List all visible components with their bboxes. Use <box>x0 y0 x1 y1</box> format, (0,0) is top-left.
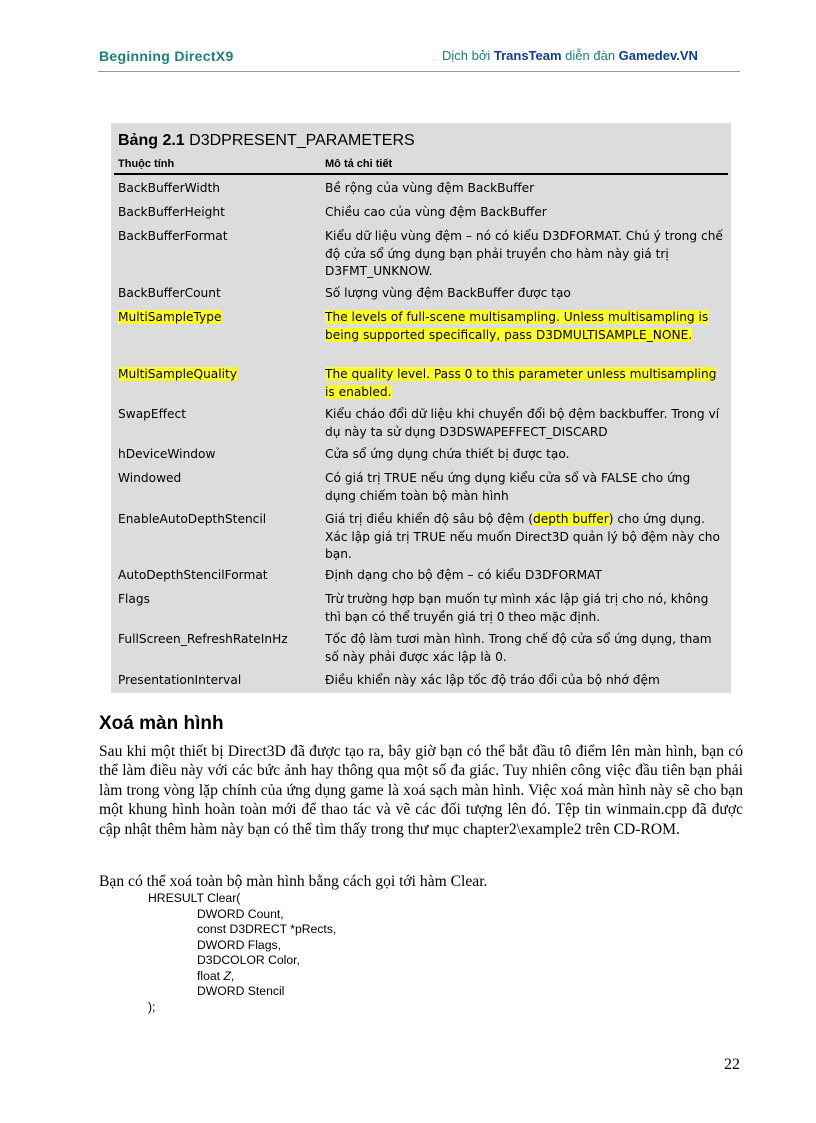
table-header-rule <box>114 173 728 175</box>
row-property: FullScreen_RefreshRateInHz <box>118 632 288 646</box>
row-property: BackBufferWidth <box>118 181 220 195</box>
header-credit <box>442 48 698 63</box>
header-credit-site: Gamedev.VN <box>618 48 698 63</box>
row-description: Có giá trị TRUE nếu ứng dụng kiểu cửa sổ và FALSE cho ứng dụng chiếm toàn bộ màn hình <box>325 471 691 503</box>
code-token: float <box>197 968 224 983</box>
row-description: The quality level. Pass 0 to this parameter unless multisampling is enabled. <box>325 367 717 399</box>
code-block <box>148 891 336 1015</box>
row-property: Flags <box>118 592 150 606</box>
row-property: EnableAutoDepthStencil <box>118 512 267 526</box>
code-line: const D3DRECT *pRects, <box>197 922 337 936</box>
row-description-post: ) cho ứng dụng. Xác lập giá trị TRUE nếu muốn Direct3D quản lý bộ đệm này cho bạn. <box>325 512 720 562</box>
row-property: MultiSampleType <box>118 310 222 324</box>
row-description: Định dạng cho bộ đệm – có kiểu D3DFORMAT <box>325 568 602 582</box>
row-description: Kiểu dữ liệu vùng đệm – nó có kiểu D3DFORMAT. Chú ý trong chế độ cửa sổ ứng dụng bạn phải truyền cho hàm này giá trị D3FMT_UNKNOW. <box>325 229 723 279</box>
code-line: D3DCOLOR Color, <box>197 953 300 967</box>
row-description: Bề rộng của vùng đệm BackBuffer <box>325 181 535 195</box>
column-header-property: Thuộc tính <box>118 158 175 170</box>
code-line: HRESULT Clear( <box>148 891 241 905</box>
row-description: Số lượng vùng đệm BackBuffer được tạo <box>325 286 571 300</box>
body-paragraph-intro: Bạn có thể xoá toàn bộ màn hình bằng cách gọi tới hàm Clear. <box>99 873 488 890</box>
page-number: 22 <box>724 1056 740 1073</box>
code-token-italic: Z <box>223 968 231 983</box>
row-description <box>325 511 725 564</box>
row-property: BackBufferCount <box>118 286 221 300</box>
row-description: Cửa sổ ứng dụng chứa thiết bị được tạo. <box>325 447 570 461</box>
row-description-highlight: depth buffer <box>533 512 609 526</box>
code-token: , <box>230 968 235 983</box>
row-property: PresentationInterval <box>118 673 242 687</box>
code-line: DWORD Flags, <box>197 937 281 952</box>
row-description: Tốc độ làm tươi màn hình. Trong chế độ cửa sổ ứng dụng, tham số này phải được xác lập là 0. <box>325 632 712 664</box>
table-title <box>118 132 415 150</box>
row-property: BackBufferFormat <box>118 229 228 243</box>
body-paragraph: Sau khi một thiết bị Direct3D đã được tạo ra, bây giờ bạn có thể bắt đầu tô điểm lên màn hình, bạn có thể làm điều này với các bức ảnh hay thông qua một số đa giác. Tuy nhiên công việc đầu tiên bạn phải làm trong vòng lặp chính của ứng dụng game là xoá sạch màn hình. Việc xoá màn hình này sẽ cho bạn một khung hình hoàn toàn mới để thao tác và vẽ các đối tượng lên đó. Tệp tin winmain.cpp đã được cập nhật thêm hàm này bạn có thể tìm thấy trong thư mục chapter2\example2 trên CD-ROM. <box>99 743 743 838</box>
row-description: Trừ trường hợp bạn muốn tự mình xác lập giá trị cho nó, không thì bạn có thể truyền giá trị 0 theo mặc định. <box>325 592 709 624</box>
parameters-table <box>111 123 731 693</box>
row-description: The levels of full-scene multisampling. Unless multisampling is being supported specifically, pass D3DMULTISAMPLE_NONE. <box>325 310 709 342</box>
row-property: hDeviceWindow <box>118 447 216 461</box>
header-credit-mid: diễn đàn <box>561 48 619 63</box>
code-line <box>148 969 336 985</box>
code-line: DWORD Stencil <box>197 984 285 998</box>
row-property: MultiSampleQuality <box>118 367 238 381</box>
row-property: SwapEffect <box>118 407 186 421</box>
row-property: Windowed <box>118 471 182 485</box>
header-divider <box>98 71 740 72</box>
column-header-description: Mô tả chi tiết <box>325 158 393 170</box>
row-description-pre: Giá trị điều khiển độ sâu bộ đệm ( <box>325 512 533 526</box>
row-description: Điều khiển này xác lập tốc độ tráo đổi của bộ nhớ đệm <box>325 673 660 687</box>
row-property: AutoDepthStencilFormat <box>118 568 268 582</box>
header-book-title: Beginning DirectX9 <box>99 48 234 64</box>
code-line: ); <box>148 999 156 1014</box>
row-description: Chiều cao của vùng đệm BackBuffer <box>325 205 547 219</box>
section-heading: Xoá màn hình <box>99 713 224 734</box>
code-line: DWORD Count, <box>197 906 284 921</box>
row-property: BackBufferHeight <box>118 205 225 219</box>
header-credit-prefix: Dịch bởi <box>442 48 494 63</box>
table-title-number: Bảng 2.1 <box>118 132 185 149</box>
table-title-text: D3DPRESENT_PARAMETERS <box>184 132 415 149</box>
row-description: Kiểu cháo đổi dữ liệu khi chuyển đổi bộ đệm backbuffer. Trong ví dụ này ta sử dụng D3DSWAPEFFECT_DISCARD <box>325 407 720 439</box>
header-credit-team: TransTeam <box>493 48 562 63</box>
